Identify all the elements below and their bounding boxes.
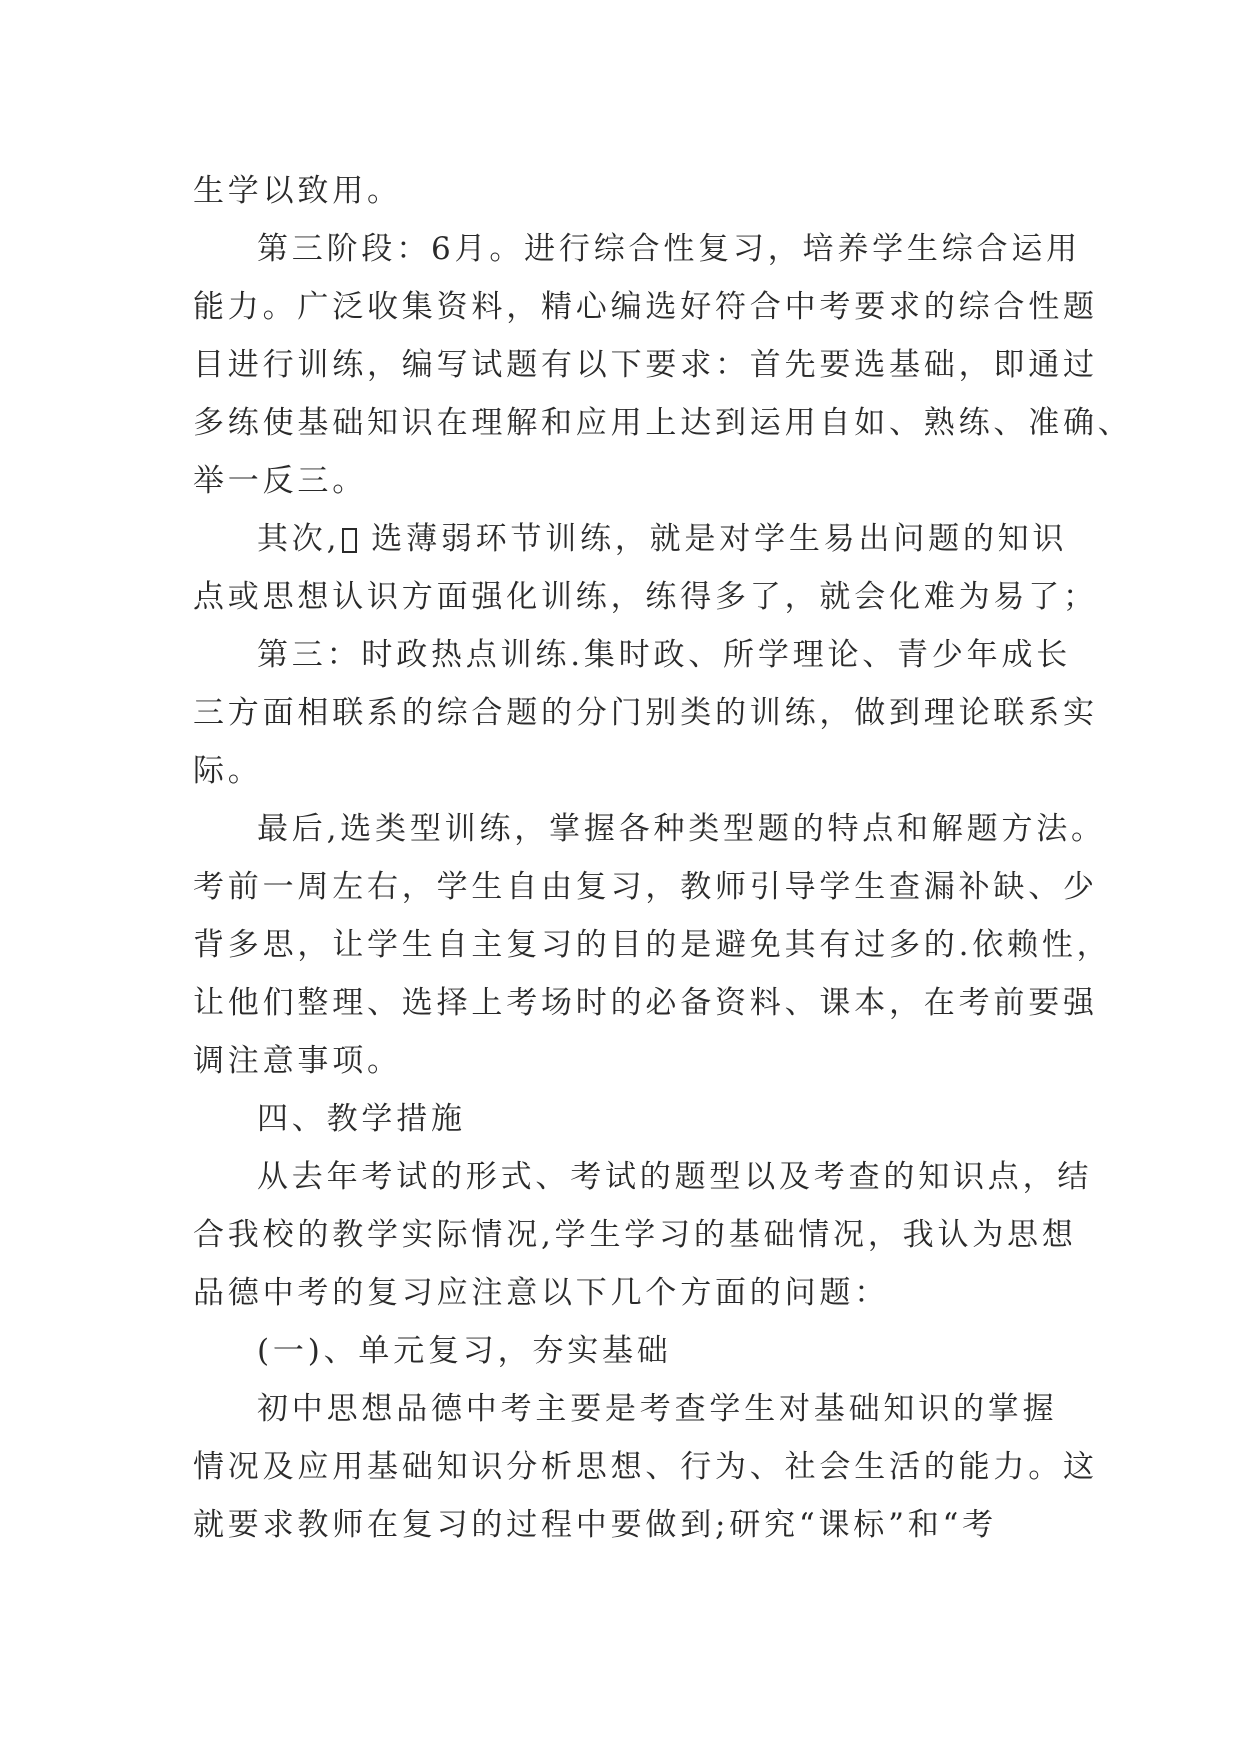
section-heading: 四、教学措施 (257, 1101, 466, 1137)
subsection-heading: (一)、单元复习，夯实基础 (257, 1333, 672, 1369)
text-line: 从去年考试的形式、考试的题型以及考查的知识点，结 (257, 1159, 1093, 1195)
text-line: 就要求教师在复习的过程中要做到;研究“课标”和“考 (193, 1507, 997, 1543)
text-line: 调注意事项。 (193, 1043, 402, 1079)
text-line: 考前一周左右，学生自由复习，教师引导学生查漏补缺、少 (193, 869, 1098, 905)
text-line: 情况及应用基础知识分析思想、行为、社会生活的能力。这 (193, 1449, 1098, 1485)
text-line: 举一反三。 (193, 463, 367, 499)
text-line: 让他们整理、选择上考场时的必备资料、课本，在考前要强 (193, 985, 1098, 1021)
text-line: 第三：时政热点训练.集时政、所学理论、青少年成长 (257, 637, 1072, 673)
text-segment: 选薄弱环节训练，就是对学生易出问题的知识 (371, 521, 1068, 557)
text-line: 品德中考的复习应注意以下几个方面的问题： (193, 1275, 889, 1311)
text-line: 背多思，让学生自主复习的目的是避免其有过多的.依赖性， (193, 927, 1112, 963)
text-segment: 其次, (257, 521, 341, 557)
text-line: 生学以致用。 (193, 173, 402, 209)
text-line: 三方面相联系的综合题的分门别类的训练，做到理论联系实 (193, 695, 1098, 731)
text-line: 合我校的教学实际情况,学生学习的基础情况，我认为思想 (193, 1217, 1077, 1253)
text-line: 能力。广泛收集资料，精心编选好符合中考要求的综合性题 (193, 289, 1098, 325)
text-line (257, 511, 1068, 567)
missing-glyph-icon (342, 528, 357, 553)
text-line: 多练使基础知识在理解和应用上达到运用自如、熟练、准确、 (193, 405, 1133, 441)
text-line: 际。 (193, 753, 263, 789)
text-line: 目进行训练，编写试题有以下要求：首先要选基础，即通过 (193, 347, 1098, 383)
text-line: 最后,选类型训练，掌握各种类型题的特点和解题方法。 (257, 811, 1106, 847)
text-line: 点或思想认识方面强化训练，练得多了，就会化难为易了； (193, 579, 1098, 615)
text-line: 初中思想品德中考主要是考查学生对基础知识的掌握 (257, 1391, 1058, 1427)
text-line: 第三阶段：6月。进行综合性复习，培养学生综合运用 (257, 231, 1081, 267)
